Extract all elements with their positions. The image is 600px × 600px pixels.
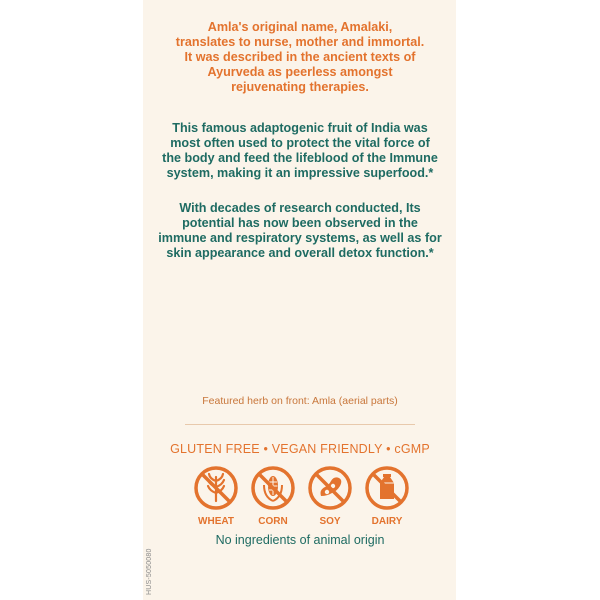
wheat-free-icon xyxy=(193,465,239,511)
divider xyxy=(185,424,415,425)
dairy-free-icon xyxy=(364,465,410,511)
dietary-claims: GLUTEN FREE • VEGAN FRIENDLY • cGMP xyxy=(170,442,430,456)
amla-origin-paragraph: Amla's original name, Amalaki, translates to nurse, mother and immortal. It was described in the ancient texts of Ayurveda as peerless amongst rejuvenating therapies. xyxy=(175,20,425,94)
research-paragraph: With decades of research conducted, Its potential has now been observed in the immune and respiratory systems, as well as for skin appearance and overall detox function.* xyxy=(158,201,442,260)
adaptogenic-paragraph: This famous adaptogenic fruit of India was most often used to protect the vital force of the body and feed the lifeblood of the Immune system, making it an impressive superfood.* xyxy=(162,121,438,180)
featured-herb-note: Featured herb on front: Amla (aerial parts) xyxy=(202,395,398,407)
soy-free-icon xyxy=(307,465,353,511)
wheat-label: WHEAT xyxy=(198,516,234,527)
product-code: HUS-5050080 xyxy=(146,548,153,595)
corn-label: CORN xyxy=(258,516,288,527)
soy-label: SOY xyxy=(319,516,341,527)
corn-free-icon xyxy=(250,465,296,511)
dairy-label: DAIRY xyxy=(371,516,403,527)
animal-origin-statement: No ingredients of animal origin xyxy=(215,533,385,547)
